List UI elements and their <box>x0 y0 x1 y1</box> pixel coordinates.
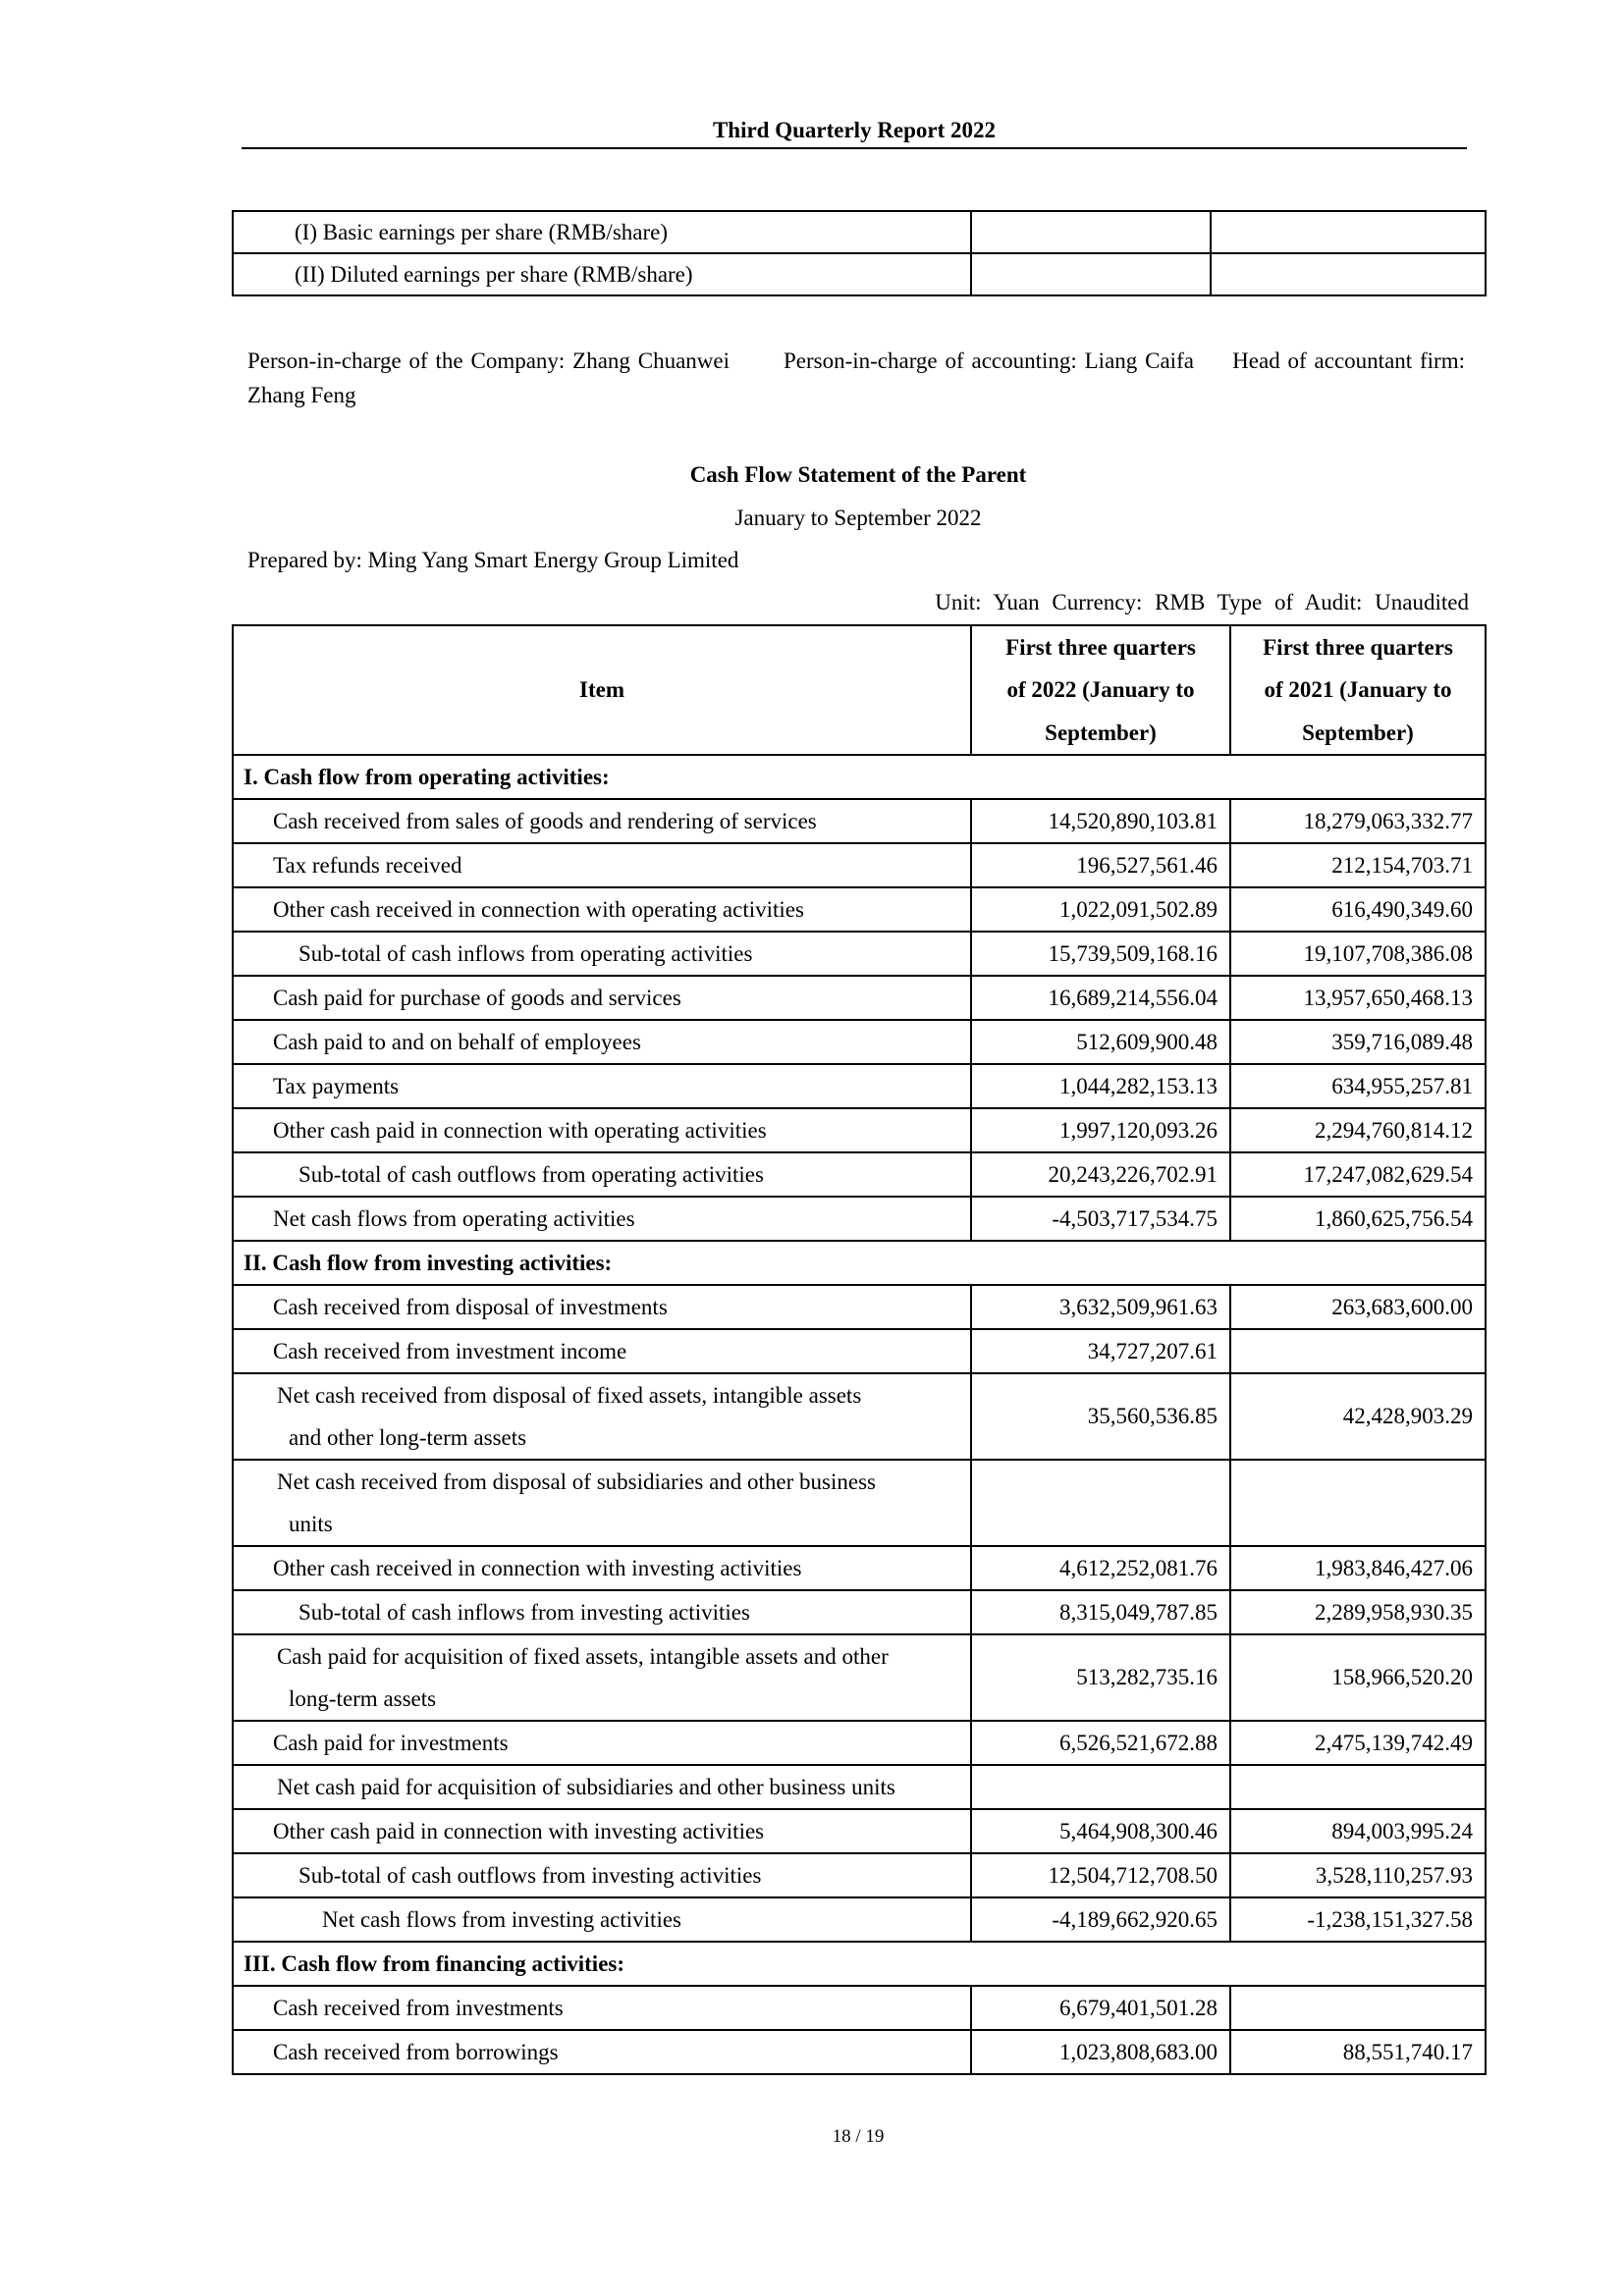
net-row <box>233 1897 1486 1942</box>
row-label: Net cash flows from operating activities <box>233 1197 971 1241</box>
value-2022: 4,612,252,081.76 <box>971 1546 1230 1590</box>
row-label: Tax payments <box>233 1064 971 1108</box>
value-2021: 1,860,625,756.54 <box>1230 1197 1486 1241</box>
table-row <box>233 1634 1486 1721</box>
table-row <box>233 1197 1486 1241</box>
value-2022: 15,739,509,168.16 <box>971 932 1230 976</box>
column-header-2021-line1: First three quarters <box>1263 635 1453 660</box>
value-2021: 212,154,703.71 <box>1230 843 1486 887</box>
value-2022: 1,044,282,153.13 <box>971 1064 1230 1108</box>
table-header-row <box>233 625 1486 755</box>
eps-table <box>232 210 1487 296</box>
table-row <box>233 1809 1486 1853</box>
value-2021: 19,107,708,386.08 <box>1230 932 1486 976</box>
column-header-2022-line1: First three quarters <box>1005 635 1196 660</box>
eps-basic-2022 <box>971 211 1211 253</box>
eps-diluted-2021 <box>1211 253 1486 295</box>
statement-title: Cash Flow Statement of the Parent <box>689 462 1027 487</box>
prepared-by: Prepared by: Ming Yang Smart Energy Group Limited <box>247 548 739 572</box>
value-2022: 16,689,214,556.04 <box>971 976 1230 1020</box>
column-header-2022 <box>971 625 1230 755</box>
table-row <box>233 1546 1486 1590</box>
section-investing: II. Cash flow from investing activities: <box>233 1241 1486 1285</box>
value-2022: 1,023,808,683.00 <box>971 2030 1230 2074</box>
value-2021: 18,279,063,332.77 <box>1230 799 1486 843</box>
value-2022: 196,527,561.46 <box>971 843 1230 887</box>
row-label: Net cash flows from investing activities <box>233 1897 971 1942</box>
row-label <box>233 1634 971 1721</box>
section-row <box>233 1241 1486 1285</box>
row-label: Other cash paid in connection with investing activities <box>233 1809 971 1853</box>
value-2021: -1,238,151,327.58 <box>1230 1897 1486 1942</box>
row-label: Sub-total of cash inflows from operating activities <box>233 932 971 976</box>
value-2022: 35,560,536.85 <box>971 1373 1230 1460</box>
signature-block <box>247 344 1465 412</box>
value-2021: 359,716,089.48 <box>1230 1020 1486 1064</box>
section-financing: III. Cash flow from financing activities: <box>233 1942 1486 1986</box>
table-row <box>233 1285 1486 1329</box>
table-row <box>233 976 1486 1020</box>
eps-basic-2021 <box>1211 211 1486 253</box>
value-2021: 2,475,139,742.49 <box>1230 1721 1486 1765</box>
row-label-line2: and other long-term assets <box>289 1424 527 1450</box>
value-2022: -4,189,662,920.65 <box>971 1897 1230 1942</box>
row-label-line2: long-term assets <box>289 1685 437 1711</box>
table-row <box>233 887 1486 932</box>
eps-basic-label: (I) Basic earnings per share (RMB/share) <box>233 211 971 253</box>
eps-diluted-label: (II) Diluted earnings per share (RMB/share) <box>233 253 971 295</box>
row-label: Other cash paid in connection with operating activities <box>233 1108 971 1152</box>
report-header-title: Third Quarterly Report 2022 <box>712 118 997 142</box>
value-2022: 3,632,509,961.63 <box>971 1285 1230 1329</box>
value-2021: 2,294,760,814.12 <box>1230 1108 1486 1152</box>
column-header-2021-line3: September) <box>1302 720 1414 745</box>
value-2021: 3,528,110,257.93 <box>1230 1853 1486 1897</box>
value-2021: 88,551,740.17 <box>1230 2030 1486 2074</box>
value-2022: 512,609,900.48 <box>971 1020 1230 1064</box>
row-label-line2: units <box>289 1511 333 1536</box>
table-row <box>233 799 1486 843</box>
table-row <box>233 2030 1486 2074</box>
subtotal-row <box>233 1590 1486 1634</box>
signature-company: Person-in-charge of the Company: Zhang Chuanwei <box>247 348 731 373</box>
row-label: Cash received from investment income <box>233 1329 971 1373</box>
signature-accounting: Person-in-charge of accounting: Liang Caifa <box>783 348 1194 373</box>
value-2022: 8,315,049,787.85 <box>971 1590 1230 1634</box>
row-label: Sub-total of cash outflows from investing activities <box>233 1853 971 1897</box>
column-header-2021-line2: of 2021 (January to <box>1264 677 1452 703</box>
row-label-line1: Net cash received from disposal of fixed assets, intangible assets <box>277 1382 862 1408</box>
value-2021: 1,983,846,427.06 <box>1230 1546 1486 1590</box>
value-2022 <box>971 1765 1230 1809</box>
value-2022: 14,520,890,103.81 <box>971 799 1230 843</box>
value-2021 <box>1230 1765 1486 1809</box>
value-2022: 6,679,401,501.28 <box>971 1986 1230 2030</box>
statement-period: January to September 2022 <box>734 506 982 530</box>
subtotal-row <box>233 1152 1486 1197</box>
row-label: Net cash paid for acquisition of subsidiaries and other business units <box>233 1765 971 1809</box>
value-2021 <box>1230 1329 1486 1373</box>
row-label: Cash received from investments <box>233 1986 971 2030</box>
row-label: Cash received from disposal of investments <box>233 1285 971 1329</box>
table-row <box>233 1721 1486 1765</box>
value-2022: 1,022,091,502.89 <box>971 887 1230 932</box>
row-label-line1: Cash paid for acquisition of fixed assets, intangible assets and other <box>277 1643 889 1669</box>
value-2022 <box>971 1460 1230 1546</box>
table-row <box>233 1460 1486 1546</box>
table-row <box>233 1986 1486 2030</box>
value-2021: 158,966,520.20 <box>1230 1634 1486 1721</box>
table-row <box>233 1373 1486 1460</box>
column-header-item: Item <box>233 625 971 755</box>
column-header-2021 <box>1230 625 1486 755</box>
table-row <box>233 1020 1486 1064</box>
value-2022: 34,727,207.61 <box>971 1329 1230 1373</box>
subtotal-row <box>233 1853 1486 1897</box>
row-label-line1: Net cash received from disposal of subsidiaries and other business <box>277 1468 876 1494</box>
row-label <box>233 1460 971 1546</box>
value-2022: 5,464,908,300.46 <box>971 1809 1230 1853</box>
section-row <box>233 755 1486 799</box>
value-2021: 616,490,349.60 <box>1230 887 1486 932</box>
row-label: Other cash received in connection with operating activities <box>233 887 971 932</box>
row-label: Sub-total of cash inflows from investing activities <box>233 1590 971 1634</box>
value-2022: 6,526,521,672.88 <box>971 1721 1230 1765</box>
value-2022: -4,503,717,534.75 <box>971 1197 1230 1241</box>
value-2021: 263,683,600.00 <box>1230 1285 1486 1329</box>
row-label: Cash paid to and on behalf of employees <box>233 1020 971 1064</box>
cash-flow-table <box>232 624 1487 2075</box>
value-2021: 894,003,995.24 <box>1230 1809 1486 1853</box>
value-2021: 13,957,650,468.13 <box>1230 976 1486 1020</box>
value-2022: 1,997,120,093.26 <box>971 1108 1230 1152</box>
value-2022: 12,504,712,708.50 <box>971 1853 1230 1897</box>
value-2021: 2,289,958,930.35 <box>1230 1590 1486 1634</box>
row-label: Sub-total of cash outflows from operating activities <box>233 1152 971 1197</box>
column-header-2022-line2: of 2022 (January to <box>1006 677 1195 703</box>
subtotal-row <box>233 932 1486 976</box>
header-rule <box>242 147 1467 149</box>
row-label: Tax refunds received <box>233 843 971 887</box>
table-row <box>233 1765 1486 1809</box>
row-label: Cash paid for investments <box>233 1721 971 1765</box>
value-2021 <box>1230 1460 1486 1546</box>
row-label: Cash received from sales of goods and rendering of services <box>233 799 971 843</box>
row-label: Cash paid for purchase of goods and services <box>233 976 971 1020</box>
value-2022: 20,243,226,702.91 <box>971 1152 1230 1197</box>
value-2021: 42,428,903.29 <box>1230 1373 1486 1460</box>
table-row <box>233 1329 1486 1373</box>
table-row <box>233 1108 1486 1152</box>
table-row <box>233 211 1486 253</box>
row-label <box>233 1373 971 1460</box>
value-2021: 17,247,082,629.54 <box>1230 1152 1486 1197</box>
value-2021: 634,955,257.81 <box>1230 1064 1486 1108</box>
table-row <box>233 1064 1486 1108</box>
table-row <box>233 253 1486 295</box>
section-operating: I. Cash flow from operating activities: <box>233 755 1486 799</box>
row-label: Other cash received in connection with investing activities <box>233 1546 971 1590</box>
page-number: 18 / 19 <box>832 2126 885 2147</box>
unit-currency-line: Unit: Yuan Currency: RMB Type of Audit: Unaudited <box>935 590 1469 614</box>
section-row <box>233 1942 1486 1986</box>
eps-diluted-2022 <box>971 253 1211 295</box>
column-header-2022-line3: September) <box>1045 720 1157 745</box>
value-2021 <box>1230 1986 1486 2030</box>
signature-firm: Head of accountant firm: Zhang Feng <box>247 348 1465 407</box>
value-2022: 513,282,735.16 <box>971 1634 1230 1721</box>
row-label: Cash received from borrowings <box>233 2030 971 2074</box>
table-row <box>233 843 1486 887</box>
